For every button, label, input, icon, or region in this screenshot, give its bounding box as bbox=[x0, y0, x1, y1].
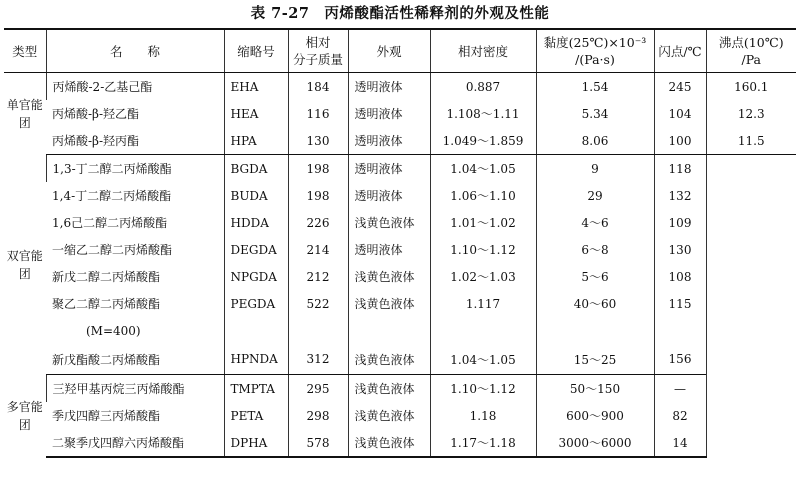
abbr-cell: DEGDA bbox=[224, 236, 288, 263]
viscosity-cell: 40～60 bbox=[536, 290, 654, 317]
name-cell: 一缩乙二醇二丙烯酸酯 bbox=[52, 243, 173, 257]
viscosity-cell bbox=[536, 317, 654, 344]
flash-cell: — bbox=[654, 375, 706, 403]
boil-cell: 12.3 bbox=[706, 100, 796, 127]
flash-cell: 104 bbox=[654, 100, 706, 127]
name-cell: 1,6己二醇二丙烯酸酯 bbox=[52, 216, 168, 230]
name-cell: 二聚季戊四醇六丙烯酸酯 bbox=[46, 429, 224, 457]
appearance-cell bbox=[348, 317, 430, 344]
abbr-cell: BGDA bbox=[224, 155, 288, 183]
flash-cell: 109 bbox=[654, 209, 706, 236]
mw-cell: 295 bbox=[288, 375, 348, 403]
appearance-cell: 浅黄色液体 bbox=[348, 402, 430, 429]
table-row bbox=[4, 100, 796, 127]
abbr-cell: BUDA bbox=[224, 182, 288, 209]
table-row bbox=[4, 73, 796, 101]
table-caption: 表 7-27 丙烯酸酯活性稀释剂的外观及性能 bbox=[250, 5, 550, 22]
abbr-cell bbox=[224, 317, 288, 344]
table-row bbox=[4, 182, 796, 209]
header-viscosity-line2: /(Pa·s) bbox=[575, 52, 615, 67]
mw-cell: 522 bbox=[288, 290, 348, 317]
abbr-cell: PETA bbox=[224, 402, 288, 429]
table-row bbox=[4, 290, 796, 317]
flash-cell: 130 bbox=[654, 236, 706, 263]
flash-cell: 118 bbox=[654, 155, 706, 183]
header-row bbox=[4, 29, 796, 73]
flash-cell: 115 bbox=[654, 290, 706, 317]
viscosity-cell: 29 bbox=[536, 182, 654, 209]
table-row bbox=[4, 263, 796, 290]
appearance-cell: 浅黄色液体 bbox=[348, 344, 430, 375]
mw-cell: 212 bbox=[288, 263, 348, 290]
density-cell: 1.049～1.859 bbox=[430, 127, 536, 155]
mw-cell: 130 bbox=[288, 127, 348, 155]
abbr-cell: DPHA bbox=[224, 429, 288, 457]
viscosity-cell: 15～25 bbox=[536, 344, 654, 375]
density-cell: 1.01～1.02 bbox=[430, 209, 536, 236]
name-cell: 丙烯酸-2-乙基己酯 bbox=[46, 73, 224, 101]
appearance-cell: 透明液体 bbox=[348, 155, 430, 183]
header-type: 类型 bbox=[4, 29, 46, 73]
header-abbr: 缩略号 bbox=[224, 29, 288, 73]
abbr-cell: EHA bbox=[224, 73, 288, 101]
viscosity-cell: 5.34 bbox=[536, 100, 654, 127]
density-cell: 1.10～1.12 bbox=[430, 375, 536, 403]
appearance-cell: 浅黄色液体 bbox=[348, 429, 430, 457]
density-cell: 1.18 bbox=[430, 402, 536, 429]
header-boil-line2: /Pa bbox=[741, 52, 761, 67]
viscosity-cell: 8.06 bbox=[536, 127, 654, 155]
appearance-cell: 透明液体 bbox=[348, 73, 430, 101]
density-cell: 1.17～1.18 bbox=[430, 429, 536, 457]
table-row bbox=[4, 127, 796, 155]
header-density: 相对密度 bbox=[430, 29, 536, 73]
viscosity-cell: 5～6 bbox=[536, 263, 654, 290]
flash-cell: 132 bbox=[654, 182, 706, 209]
name-cell: 三羟甲基丙烷三丙烯酸酯 bbox=[46, 375, 224, 403]
viscosity-cell: 9 bbox=[536, 155, 654, 183]
boil-cell bbox=[706, 375, 796, 458]
name-cell: 聚乙二醇二丙烯酸酯 bbox=[52, 297, 161, 311]
header-mw bbox=[288, 29, 348, 73]
viscosity-cell: 600～900 bbox=[536, 402, 654, 429]
name-cell: 新戊酯酸二丙烯酸酯 bbox=[46, 344, 224, 375]
viscosity-cell: 1.54 bbox=[536, 73, 654, 101]
header-flash: 闪点/℃ bbox=[654, 29, 706, 73]
density-cell: 1.02～1.03 bbox=[430, 263, 536, 290]
appearance-cell: 透明液体 bbox=[348, 127, 430, 155]
boil-cell: 160.1 bbox=[706, 73, 796, 101]
abbr-cell: HEA bbox=[224, 100, 288, 127]
header-mw-line2: 分子质量 bbox=[292, 52, 343, 67]
header-viscosity bbox=[536, 29, 654, 73]
name-cell: 1,4-丁二醇二丙烯酸酯 bbox=[52, 189, 172, 203]
header-boil-line1: 沸点(10℃) bbox=[718, 35, 784, 50]
mw-cell: 198 bbox=[288, 155, 348, 183]
appearance-cell: 浅黄色液体 bbox=[348, 263, 430, 290]
mw-cell: 184 bbox=[288, 73, 348, 101]
flash-cell: 82 bbox=[654, 402, 706, 429]
density-cell bbox=[430, 317, 536, 344]
appearance-cell: 浅黄色液体 bbox=[348, 375, 430, 403]
density-cell: 1.04～1.05 bbox=[430, 344, 536, 375]
mw-cell: 214 bbox=[288, 236, 348, 263]
viscosity-cell: 3000～6000 bbox=[536, 429, 654, 457]
mw-cell: 116 bbox=[288, 100, 348, 127]
density-cell: 1.04～1.05 bbox=[430, 155, 536, 183]
abbr-cell: PEGDA bbox=[224, 290, 288, 317]
abbr-cell: HPA bbox=[224, 127, 288, 155]
density-cell: 1.108～1.11 bbox=[430, 100, 536, 127]
name-cell: 新戊二醇二丙烯酸酯 bbox=[52, 270, 161, 284]
boil-cell bbox=[706, 155, 796, 375]
header-name: 名 称 bbox=[46, 29, 224, 73]
mw-cell: 578 bbox=[288, 429, 348, 457]
boil-cell: 11.5 bbox=[706, 127, 796, 155]
mw-cell: 226 bbox=[288, 209, 348, 236]
flash-cell bbox=[654, 317, 706, 344]
abbr-cell: HPNDA bbox=[224, 344, 288, 375]
viscosity-cell: 4～6 bbox=[536, 209, 654, 236]
group-type-cell: 双官能团 bbox=[6, 248, 43, 281]
flash-cell: 245 bbox=[654, 73, 706, 101]
appearance-cell: 浅黄色液体 bbox=[348, 290, 430, 317]
flash-cell: 156 bbox=[654, 344, 706, 375]
name-cell: 1,3-丁二醇二丙烯酸酯 bbox=[46, 155, 224, 183]
header-boil bbox=[706, 29, 796, 73]
density-cell: 1.10～1.12 bbox=[430, 236, 536, 263]
header-viscosity-line1: 黏度(25℃)×10⁻³ bbox=[543, 35, 647, 50]
viscosity-cell: 50～150 bbox=[536, 375, 654, 403]
table-row bbox=[4, 344, 796, 375]
table-row bbox=[4, 209, 796, 236]
table-row bbox=[4, 429, 796, 457]
density-cell: 0.887 bbox=[430, 73, 536, 101]
density-cell: 1.117 bbox=[430, 290, 536, 317]
appearance-cell: 透明液体 bbox=[348, 236, 430, 263]
appearance-cell: 浅黄色液体 bbox=[348, 209, 430, 236]
mw-cell bbox=[288, 317, 348, 344]
density-cell: 1.06～1.10 bbox=[430, 182, 536, 209]
abbr-cell: HDDA bbox=[224, 209, 288, 236]
flash-cell: 100 bbox=[654, 127, 706, 155]
table-row bbox=[4, 375, 796, 403]
group-type-cell: 多官能团 bbox=[6, 399, 43, 432]
name-cell: (M=400) bbox=[86, 323, 141, 338]
mw-cell: 298 bbox=[288, 402, 348, 429]
table-row bbox=[4, 155, 796, 183]
appearance-cell: 透明液体 bbox=[348, 182, 430, 209]
name-cell: 丙烯酸-β-羟丙酯 bbox=[46, 127, 224, 155]
table-row bbox=[4, 236, 796, 263]
header-appearance: 外观 bbox=[348, 29, 430, 73]
name-cell: 丙烯酸-β-羟乙酯 bbox=[52, 107, 140, 121]
mw-cell: 312 bbox=[288, 344, 348, 375]
table-row bbox=[4, 317, 796, 344]
flash-cell: 14 bbox=[654, 429, 706, 457]
name-cell: 季戊四醇三丙烯酸酯 bbox=[52, 409, 161, 423]
group-type-cell: 单官能团 bbox=[6, 97, 43, 130]
abbr-cell: TMPTA bbox=[224, 375, 288, 403]
properties-table bbox=[4, 28, 796, 458]
header-mw-line1: 相对 bbox=[305, 35, 331, 50]
table-row bbox=[4, 402, 796, 429]
mw-cell: 198 bbox=[288, 182, 348, 209]
abbr-cell: NPGDA bbox=[224, 263, 288, 290]
appearance-cell: 透明液体 bbox=[348, 100, 430, 127]
viscosity-cell: 6～8 bbox=[536, 236, 654, 263]
flash-cell: 108 bbox=[654, 263, 706, 290]
